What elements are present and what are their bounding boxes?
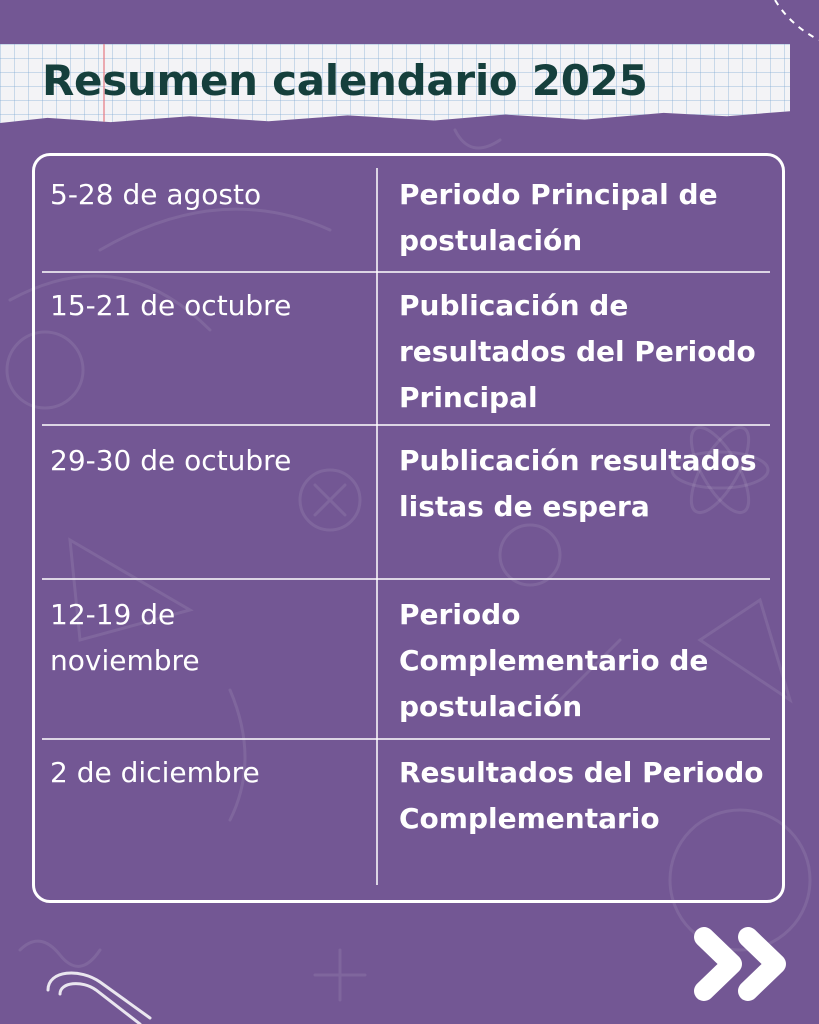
- table-row-divider: [42, 424, 770, 426]
- paperclip-icon: [40, 960, 160, 1024]
- row-event: Periodo Complementario de postulación: [399, 598, 709, 723]
- table-row-divider: [42, 738, 770, 740]
- table-column-divider: [376, 168, 378, 885]
- double-chevron-right-icon[interactable]: [690, 925, 794, 1003]
- row-date: 5-28 de agosto: [50, 178, 262, 211]
- row-event: Periodo Principal de postulación: [399, 178, 718, 257]
- row-date: 12-19 de noviembre: [50, 598, 200, 677]
- row-date: 2 de diciembre: [50, 756, 260, 789]
- page-title: Resumen calendario 2025: [42, 56, 648, 105]
- table-row-divider: [42, 271, 770, 273]
- row-date: 29-30 de octubre: [50, 444, 292, 477]
- row-event: Publicación de resultados del Periodo Principal: [399, 289, 756, 414]
- row-date: 15-21 de octubre: [50, 289, 292, 322]
- row-event: Resultados del Periodo Complementario: [399, 756, 764, 835]
- table-row-divider: [42, 578, 770, 580]
- row-event: Publicación resultados listas de espera: [399, 444, 757, 523]
